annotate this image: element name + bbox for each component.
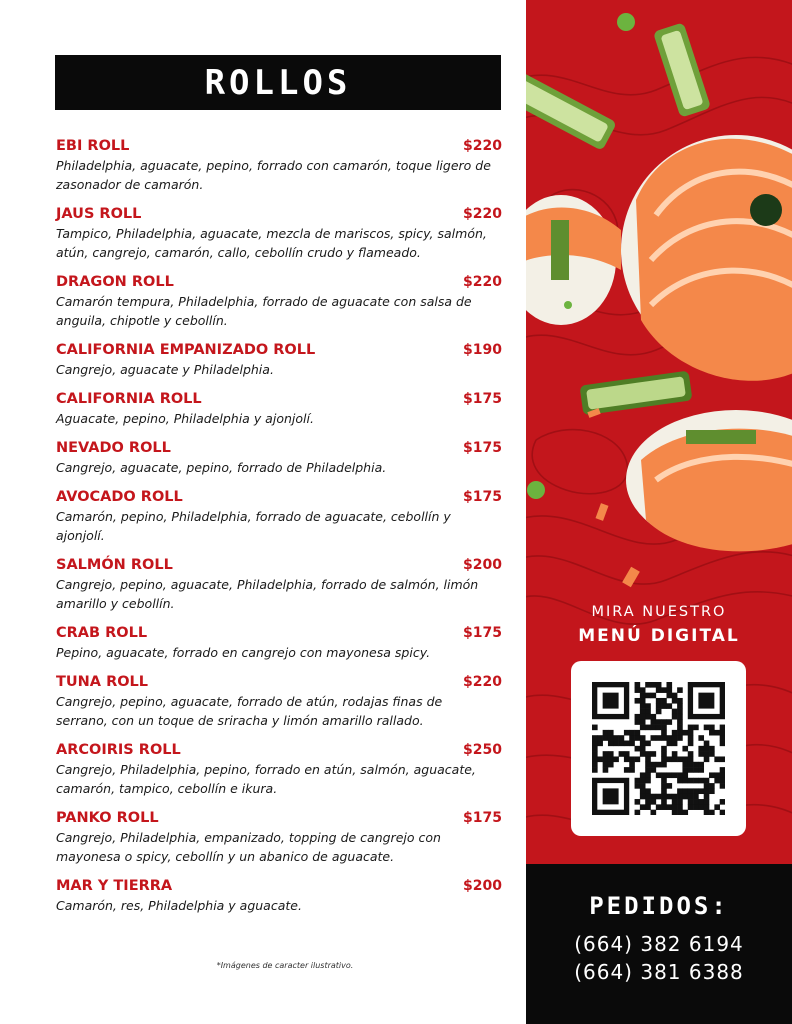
menu-item-name: PANKO ROLL <box>56 810 159 826</box>
menu-item-name: AVOCADO ROLL <box>56 489 183 505</box>
menu-item-price: $220 <box>463 674 502 690</box>
menu-item-description: Cangrejo, aguacate, pepino, forrado de Philadelphia. <box>56 460 387 475</box>
menu-item-price: $200 <box>463 557 502 573</box>
menu-item-price: $250 <box>463 742 502 758</box>
menu-item <box>56 136 502 194</box>
qr-code-icon[interactable] <box>592 682 725 815</box>
orders-title: PEDIDOS: <box>589 892 729 920</box>
menu-item-description: Cangrejo, pepino, aguacate, Philadelphia, forrado de salmón, limón amarillo y cebollín. <box>56 577 479 611</box>
menu-item-name: ARCOIRIS ROLL <box>56 742 181 758</box>
promo-title: MENÚ DIGITAL <box>578 626 740 646</box>
menu-item-description: Cangrejo, Philadelphia, empanizado, topping de cangrejo con mayonesa o spicy, cebollín y un abanico de aguacate. <box>56 830 441 864</box>
menu-item-price: $190 <box>463 342 502 358</box>
menu-item-price: $175 <box>463 440 502 456</box>
menu-item-name: JAUS ROLL <box>56 206 142 222</box>
menu-item <box>56 808 502 866</box>
menu-item-price: $220 <box>463 138 502 154</box>
menu-item-price: $175 <box>463 489 502 505</box>
menu-item-price: $220 <box>463 206 502 222</box>
phone-number-1[interactable]: (664) 382 6194 <box>574 932 744 956</box>
menu-item <box>56 340 502 379</box>
menu-item-description: Camarón, pepino, Philadelphia, forrado de aguacate, cebollín y ajonjolí. <box>56 509 451 543</box>
menu-item-price: $200 <box>463 878 502 894</box>
menu-item-name: DRAGON ROLL <box>56 274 174 290</box>
menu-item <box>56 272 502 330</box>
menu-item-name: EBI ROLL <box>56 138 130 154</box>
section-title-bar <box>55 55 501 110</box>
menu-item-description: Camarón, res, Philadelphia y aguacate. <box>56 898 302 913</box>
menu-item-price: $175 <box>463 625 502 641</box>
menu-item-name: CRAB ROLL <box>56 625 148 641</box>
menu-item-name: MAR Y TIERRA <box>56 878 173 894</box>
orders-block <box>526 864 792 1024</box>
menu-item-name: SALMÓN ROLL <box>56 557 173 573</box>
menu-item-name: TUNA ROLL <box>56 674 149 690</box>
menu-item <box>56 487 502 545</box>
phone-number-2[interactable]: (664) 381 6388 <box>574 960 744 984</box>
qr-code-card[interactable] <box>571 661 746 836</box>
menu-item-price: $220 <box>463 274 502 290</box>
menu-item-price: $175 <box>463 391 502 407</box>
menu-item-description: Cangrejo, aguacate y Philadelphia. <box>56 362 274 377</box>
menu-item-description: Aguacate, pepino, Philadelphia y ajonjolí. <box>56 411 314 426</box>
menu-item-description: Cangrejo, pepino, aguacate, forrado de atún, rodajas finas de serrano, con un toque de sriracha y limón amarillo rallado. <box>56 694 443 728</box>
menu-item-description: Camarón tempura, Philadelphia, forrado de aguacate con salsa de anguila, chipotle y cebollín. <box>56 294 472 328</box>
menu-item-description: Philadelphia, aguacate, pepino, forrado con camarón, toque ligero de zasonador de camarón. <box>56 158 491 192</box>
menu-item-description: Tampico, Philadelphia, aguacate, mezcla de mariscos, spicy, salmón, atún, cangrejo, camarón, callo, cebollín crudo y flameado. <box>56 226 487 260</box>
menu-item <box>56 438 502 477</box>
menu-item <box>56 204 502 262</box>
menu-item-name: NEVADO ROLL <box>56 440 171 456</box>
menu-item-description: Cangrejo, Philadelphia, pepino, forrado en atún, salmón, aguacate, camarón, tampico, cebollín e ikura. <box>56 762 476 796</box>
menu-item-name: CALIFORNIA EMPANIZADO ROLL <box>56 342 316 358</box>
menu-item-description: Pepino, aguacate, forrado en cangrejo con mayonesa spicy. <box>56 645 431 660</box>
section-title: ROLLOS <box>204 62 352 103</box>
promo-subtitle: MIRA NUESTRO <box>591 604 727 620</box>
menu-item-name: CALIFORNIA ROLL <box>56 391 202 407</box>
menu-item <box>56 876 502 915</box>
menu-item <box>56 623 502 662</box>
menu-item-price: $175 <box>463 810 502 826</box>
menu-item <box>56 672 502 730</box>
menu-item <box>56 389 502 428</box>
menu-item <box>56 555 502 613</box>
menu-list <box>56 136 502 925</box>
disclaimer: *Imágenes de caracter ilustrativo. <box>216 961 354 970</box>
menu-item <box>56 740 502 798</box>
